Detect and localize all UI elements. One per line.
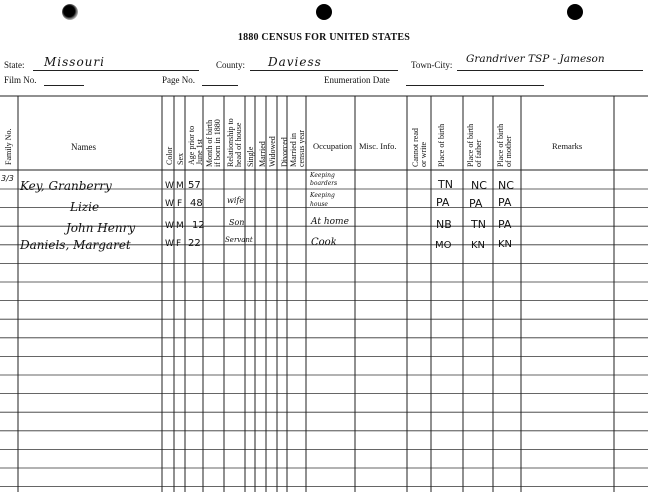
row-1-age: 57: [188, 180, 201, 191]
state-value: Missouri: [44, 55, 105, 69]
row-3-sex: M: [176, 221, 184, 231]
row-2-relationship: wife: [227, 196, 245, 205]
header-sex: Sex: [176, 153, 185, 165]
row-4-age: 22: [188, 238, 201, 249]
row-2-color: W: [165, 199, 174, 209]
header-misc: Misc. Info.: [359, 141, 397, 151]
header-month-2: if born in 1880: [213, 119, 222, 167]
header-pob-mother-2: of mother: [504, 135, 513, 167]
row-1-pob-father: NC: [471, 179, 487, 192]
row-3-pob-father: TN: [471, 218, 486, 231]
row-3-name: John Henry: [66, 221, 136, 235]
header-single: Single: [246, 146, 255, 167]
header-married-census-2: census year: [297, 129, 306, 167]
row-1-family-no: 3/3: [1, 174, 14, 183]
row-2-age: 48: [190, 198, 203, 209]
header-names: Names: [71, 142, 96, 152]
row-2-pob-mother: PA: [498, 196, 512, 209]
row-3-relationship: Son: [229, 218, 245, 227]
row-1-occupation-2: boarders: [310, 180, 338, 187]
row-4-color: W: [165, 239, 174, 249]
row-1-color: W: [165, 181, 174, 191]
town-label: Town-City:: [411, 60, 453, 70]
enumeration-label: Enumeration Date: [324, 75, 390, 85]
row-2-place-of-birth: PA: [436, 196, 450, 209]
county-value: Daviess: [268, 55, 322, 69]
row-4-occupation: Cook: [311, 237, 337, 248]
header-relationship-1: Relationship to: [226, 118, 235, 167]
header-widowed: Widowed: [268, 136, 277, 167]
row-1-place-of-birth: TN: [438, 178, 453, 191]
row-2-occupation-1: Keeping: [310, 192, 335, 199]
header-month-1: Month of birth: [205, 119, 214, 167]
header-pob-father-1: Place of birth: [466, 123, 475, 167]
row-1-sex: M: [176, 181, 184, 191]
header-occupation: Occupation: [313, 141, 353, 151]
row-4-pob-father: KN: [471, 240, 486, 251]
row-3-color: W: [165, 221, 174, 231]
header-divorced: Divorced: [280, 137, 289, 167]
page-label: Page No.: [162, 75, 195, 85]
form-title: 1880 CENSUS FOR UNITED STATES: [237, 32, 411, 43]
header-relationship-2: head of house: [234, 122, 243, 167]
header-age-1: Age prior to: [187, 125, 196, 165]
header-place-of-birth: Place of birth: [437, 123, 446, 167]
row-4-relationship: Servant: [225, 236, 253, 244]
header-married: Married: [258, 141, 267, 167]
film-label: Film No.: [4, 75, 37, 85]
row-3-place-of-birth: NB: [436, 218, 452, 231]
town-value: Grandriver TSP - Jameson: [466, 53, 605, 65]
row-3-pob-mother: PA: [498, 218, 512, 231]
header-color: Color: [165, 146, 174, 165]
row-1-occupation-1: Keeping: [310, 172, 335, 179]
row-2-name: Lizie: [70, 200, 100, 214]
row-1-pob-mother: NC: [498, 179, 514, 192]
header-family-no: Family No.: [4, 128, 13, 165]
row-2-sex: F: [177, 199, 183, 209]
row-4-place-of-birth: MO: [435, 240, 452, 251]
row-4-sex: F: [176, 239, 182, 249]
county-label: County:: [216, 60, 246, 70]
row-1-name: Key, Granberry: [20, 179, 112, 193]
row-2-occupation-2: house: [310, 201, 328, 208]
header-married-census-1: Married in: [289, 133, 298, 167]
header-cannot-read-2: or write: [419, 141, 428, 167]
row-2-pob-father: PA: [469, 197, 483, 210]
row-4-name: Daniels, Margaret: [20, 238, 131, 252]
state-label: State:: [4, 60, 25, 70]
row-3-age: 12: [192, 220, 205, 231]
header-cannot-read-1: Cannot read: [411, 128, 420, 167]
row-4-pob-mother: KN: [498, 239, 513, 250]
header-pob-mother-1: Place of birth: [496, 123, 505, 167]
header-age-2: June 1st: [195, 139, 204, 165]
row-3-occupation: At home: [311, 217, 349, 227]
header-pob-father-2: of father: [474, 139, 483, 167]
header-remarks: Remarks: [552, 141, 583, 151]
